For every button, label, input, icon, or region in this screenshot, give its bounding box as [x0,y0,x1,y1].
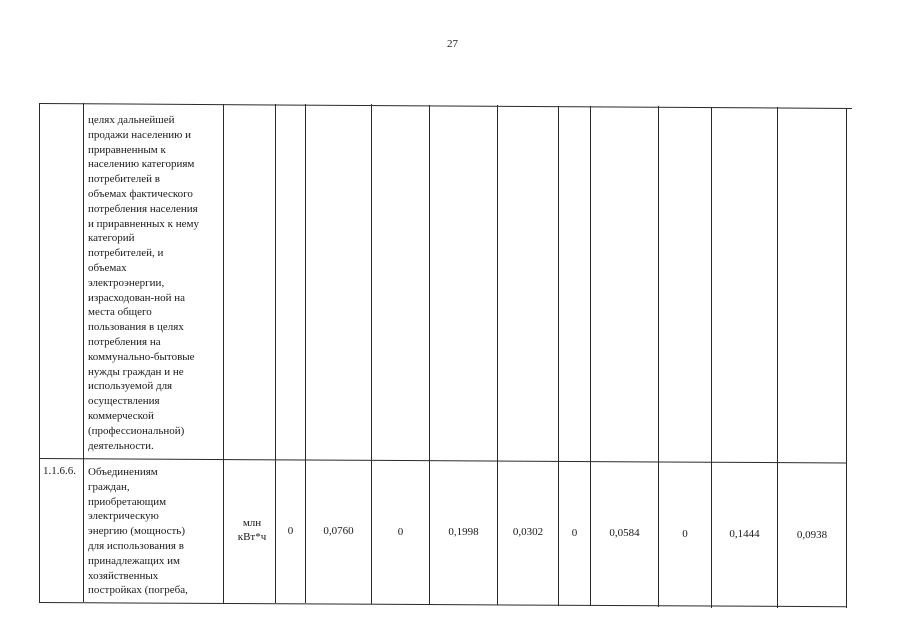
table-right-border [846,108,847,608]
value-cell: 0 [682,528,688,540]
value-cell: 0 [397,526,404,538]
table-left-border [39,103,40,602]
value-cell: 0,1444 [729,528,760,540]
row-unit: млн кВт*ч [237,517,267,543]
value-cell: 0,0584 [609,527,640,539]
value-cell: 0,0938 [796,529,828,541]
row-code: 1.1.6.6. [43,465,76,477]
table-top-border [39,103,852,109]
table-row-divider [39,458,846,464]
row-description: Объединениям граждан, приобретающим электрическую энергию (мощность) для использования в принадлежащих им хозяйственных постройках (погреба, [88,466,188,597]
table-bottom-border [39,602,846,607]
value-cell: 0 [287,525,294,537]
value-cell: 0,0302 [512,526,544,538]
value-cell: 0 [571,527,578,539]
value-cell: 0,1998 [448,526,479,538]
page-number: 27 [447,38,458,50]
value-cell: 0,0760 [323,525,354,537]
continued-description: целях дальнейшей продажи населению и приравненным к населению категориям потребителей в объемах фактического потребления населения и приравненных к нему категорий потребителей, и объемах электроэнергии, израсходован-ной на места общего пользования в целях потребления на коммунально-бытовые нужды граждан и не используемой для осуществления коммерческой (профессиональной) деятельности. [88,114,199,452]
column-divider [83,103,84,602]
